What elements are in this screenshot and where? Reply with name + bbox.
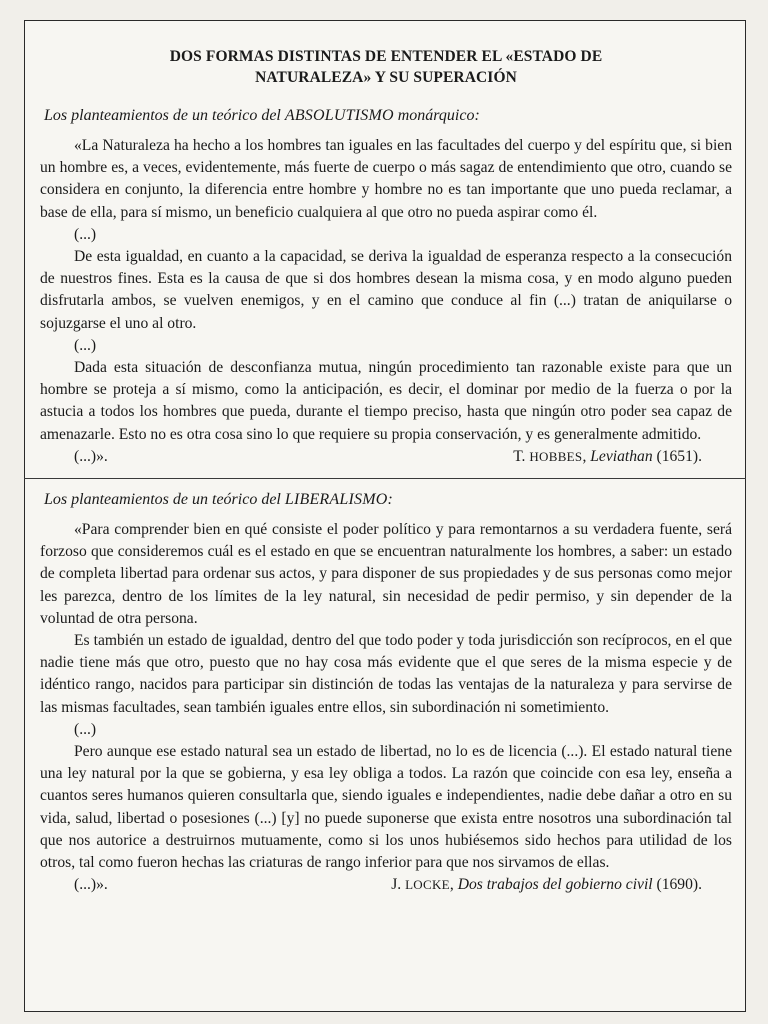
- section-divider: [24, 478, 746, 479]
- paragraph: De esta igualdad, en cuanto a la capacidad, se deriva la igualdad de esperanza respecto a la consecución de nuestros fines. Esta es la causa de que si dos hombres desean la misma cosa, y en modo alguno pueden disfrutarla ambos, se vuelven enemigos, y en el camino que conduce al fin (...) tratan de aniquilarse o sojuzgarse el uno al otro.: [40, 248, 732, 332]
- closing-mark: (...)».: [74, 876, 108, 894]
- separator: ,: [449, 876, 458, 894]
- document-body: [40, 46, 732, 897]
- heading-suffix: :: [387, 491, 393, 509]
- author-initial: T.: [513, 447, 530, 465]
- heading-text: Los planteamientos de un teórico del: [44, 107, 285, 124]
- ellipsis: (...): [74, 720, 97, 738]
- heading-suffix: monárquico:: [393, 107, 480, 124]
- title-line-2: NATURALEZA» Y SU SUPERACIÓN: [255, 69, 517, 86]
- work-title: Leviathan: [590, 447, 653, 465]
- title-line-1: DOS FORMAS DISTINTAS DE ENTENDER EL «ESTADO DE: [169, 48, 603, 65]
- section-heading-absolutism: [40, 105, 732, 127]
- citation-locke: [391, 874, 702, 896]
- author-name: HOBBES: [529, 448, 583, 464]
- heading-keyword: LIBERALISMO: [284, 491, 388, 509]
- section-liberalism: [40, 489, 732, 896]
- work-title: Dos trabajos del gobierno civil: [457, 876, 653, 894]
- quote-closing: [40, 874, 732, 896]
- paragraph: «La Naturaleza ha hecho a los hombres tan iguales en las facultades del cuerpo y del espíritu que, si bien un hombre es, a veces, evidentemente, más fuerte de cuerpo o más sagaz de entendimiento que otro, cuando se considera en conjunto, la diferencia entre hombre y hombre no es tan importante que uno pueda reclamar, a base de ella, para sí mismo, un beneficio cualquiera al que otro no pueda aspirar como él.: [40, 137, 732, 221]
- paragraph: «Para comprender bien en qué consiste el poder político y para remontarnos a su verdadera fuente, será forzoso que consideremos cuál es el estado en que se encuentran naturalmente los hombres, a saber: un estado de completa libertad para ordenar sus actos, y para disponer de sus propiedades y de sus personas como mejor les parezca, dentro de los límites de la ley natural, sin necesidad de pedir permiso, y sin depender de la voluntad de otra persona.: [40, 521, 732, 627]
- work-year: (1651).: [652, 447, 702, 465]
- author-initial: J.: [391, 876, 406, 894]
- paragraph: Es también un estado de igualdad, dentro del que todo poder y toda jurisdicción son recíprocos, en el que nadie tiene más que otro, puesto que no hay cosa más evidente que el que seres de la misma especie y de idéntico rango, nacidos para participar sin distinción de todas las ventajas de la naturaleza y para servirse de las mismas facultades, sean también iguales entre ellos, sin subordinación ni sometimiento.: [40, 632, 732, 716]
- separator: ,: [582, 447, 591, 465]
- document-title: [40, 46, 732, 88]
- quote-closing: [40, 446, 732, 468]
- ellipsis: (...): [74, 225, 97, 243]
- heading-keyword: ABSOLUTISMO: [284, 107, 394, 124]
- section-absolutism: [40, 105, 732, 468]
- closing-mark: (...)».: [74, 447, 108, 465]
- paragraph: Pero aunque ese estado natural sea un estado de libertad, no lo es de licencia (...). El estado natural tiene una ley natural por la que se gobierna, y esa ley obliga a todos. La razón que coincide con esa ley, enseña a cuantos seres humanos quieren consultarla que, siendo iguales e independientes, nadie debe dañar a otro en su vida, salud, libertad o posesiones (...) [y] no puede suponerse que exista entre nosotros una subordinación tal que nos autorice a destruirnos mutuamente, como si los unos hubiésemos sido hechos para utilidad de los otros, tal como fueron hechas las criaturas de rango inferior para que nos sirvamos de ellas.: [40, 743, 732, 872]
- author-name: LOCKE: [405, 877, 450, 893]
- citation-hobbes: [513, 446, 702, 468]
- work-year: (1690).: [652, 876, 702, 894]
- paragraph: Dada esta situación de desconfianza mutua, ningún procedimiento tan razonable existe para que un hombre se proteja a sí mismo, como la anticipación, es decir, el dominar por medio de la fuerza o por la astucia a todos los hombres que pueda, durante el tiempo preciso, hasta que ningún otro poder sea capaz de amenazarle. Esto no es otra cosa sino lo que requiere su propia conservación, y es generalmente admitido.: [40, 359, 732, 443]
- heading-text: Los planteamientos de un teórico del: [44, 491, 285, 509]
- ellipsis: (...): [74, 336, 97, 354]
- section-heading-liberalism: [40, 489, 732, 511]
